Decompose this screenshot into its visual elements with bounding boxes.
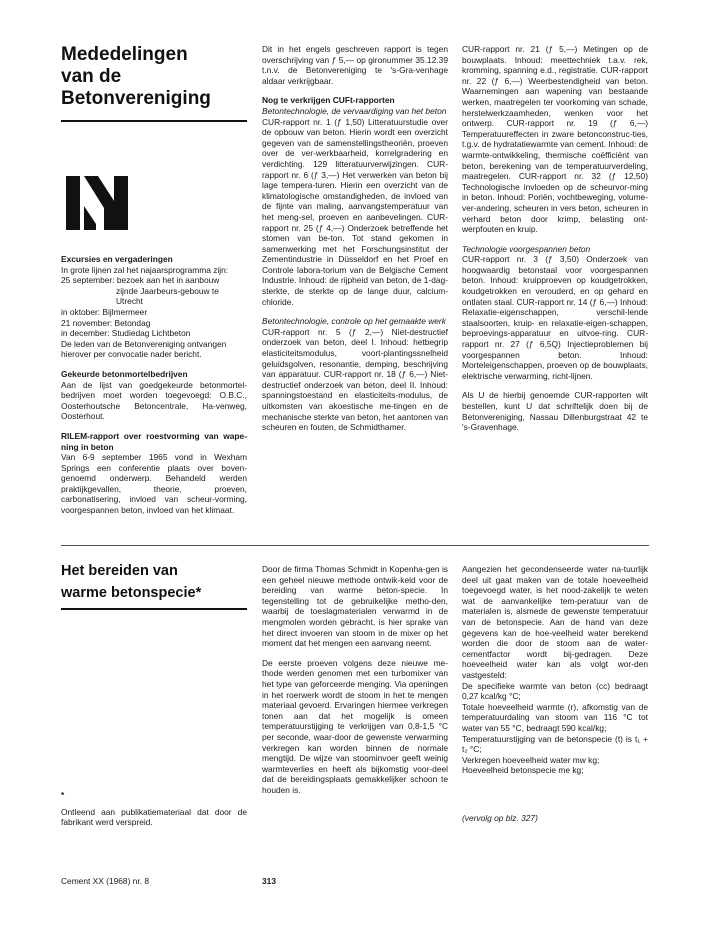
continued-note: (vervolg op blz. 327) <box>462 813 538 823</box>
excursies-line: In grote lijnen zal het najaarsprogramma zijn: <box>61 264 229 275</box>
section-divider <box>61 545 649 546</box>
article-col3 <box>462 564 648 776</box>
masthead-line-2: van de <box>61 66 122 87</box>
voorgesp-text: CUR-rapport nr. 3 (ƒ 3,50) Onderzoek van hoogwaardig betonstaal voor voorgespannen beton. Inhoud: kruipproeven op koudgetrokken, koudgetrokken en verouderd, en op gehard en ontlaten staal. CUR-rapport nr. 14 (ƒ 6,—) Inhoud: Relaxatie-eigenschappen, verschil-lende staalsoorten, kruip- en relaxatie-eigen-schappen, beproevings-apparatuur en uitvoe-ring. CUR-rapport nr. 27 (ƒ 6,5Q) Injectieproblemen bij voorgespannen beton. Inhoud: Morteleigenschappen, proeven op de bouwplaats, elektrische verwarming, richt-lijnen. <box>462 254 648 381</box>
col1-top <box>61 254 247 516</box>
nog-subhead: Betontechnologie, de vervaardiging van het beton <box>262 105 447 116</box>
excursies-line: 25 september: bezoek aan het in aanbouw <box>61 275 220 286</box>
article-paragraph: Aangezien het gecondenseerde water na-tuurlijk deel uit gaat maken van de totale hoeveelheid toegevoegd water, is het nood-zakelijk te weten wat de aanvankelijke tem-peratuur van de materialen is, alsmede de gewenste temperatuur van de betonspecie. Aan de hand van deze gegevens kan de hoe-veelheid water berekend worden die door de stoom aan de water-cementfactor wordt bij-gedragen. Deze hoeveelheid water kan als volgt wor-den vastgesteld: <box>462 564 648 680</box>
article-title-block <box>61 560 247 604</box>
article-title-line-2: warme betonspecie* <box>61 585 202 601</box>
formula-line: De specifieke warmte van beton (cc) bedraagt 0,27 kcal/kg °C; <box>462 680 648 702</box>
excursies-line: zijnde Jaarbeurs-gebouw te <box>116 285 219 296</box>
formula-line: Hoeveelheid betonspecie me kg; <box>462 765 584 776</box>
col2-top <box>262 44 448 433</box>
gekeurde-text: Aan de lijst van goedgekeurde betonmortel-bedrijven moet worden toegevoegd: O.B.C., Oosterhoutsche Betoncentrale, Ha-venweg, Oosterhout. <box>61 379 247 422</box>
page-number: 313 <box>262 876 276 886</box>
footnote-mark: * <box>61 790 65 800</box>
gekeurde-heading: Gekeurde betonmortelbedrijven <box>61 368 188 379</box>
excursies-line: in december: Studiedag Lichtbeton <box>61 328 191 339</box>
formula-line: Totale hoeveelheid warmte (r), afkomstig van de temperatuurdaling van stoom van 116 °C tot water van 55 °C, bedraagt 590 kcal/kg; <box>462 701 648 733</box>
formula-line: Temperatuurstijging van de betonspecie (t) is t₁ + t₂ °C; <box>462 733 648 755</box>
masthead <box>61 44 247 110</box>
excursies-line: 21 november: Betondag <box>61 317 151 328</box>
controle-subhead: Betontechnologie, controle op het gemaakte werk <box>262 316 446 327</box>
rilem-text: Van 6-9 september 1965 vond in Wexham Springs een conferentie plaats over boven-genoemd onderwerp. Behandeld werden praktijkgevallen, theorie, proeven, carbonatisering, invloed van scheur-vorming, voorgespannen beton, invloed van het klimaat. <box>61 452 247 516</box>
formula-line: Verkregen hoeveelheid water mw kg; <box>462 754 600 765</box>
excursies-line: Utrecht <box>116 296 143 307</box>
rilem-heading: RILEM-rapport over roestvorming van wape-ning in beton <box>61 430 247 452</box>
journal-reference: Cement XX (1968) nr. 8 <box>61 876 149 886</box>
rapport-intro: Dit in het engels geschreven rapport is tegen overschrijving van ƒ 5,— op gironummer 35.12.39 t.n.v. de Betonvereniging te 's-Gra-venhage aldaar verkrijgbaar. <box>262 44 448 86</box>
masthead-rule <box>61 120 247 122</box>
controle-text: CUR-rapport nr. 5 (ƒ 2,—) Niet-destructief onderzoek van beton, deel I. Inhoud: hetbegrip elasticiteitsmodulus, voort-plantingssnelheid geluidsgolven, resonantie, demping, beschrijving van apparatuur. CUR-rapport nr. 18 (ƒ 6,—) Niet-destructief onderzoek van beton, deel II. Inhoud: spanningstoestand en elasticiteits-modulus, de uitkomsten van akoestische me-tingen en de mechanische sterkte van beton, het aantonen van scheuren en fouten, de Schmidthamer. <box>262 326 448 433</box>
col3-top <box>462 44 648 433</box>
closing-text: Als U de hierbij genoemde CUR-rapporten wilt bestellen, kunt U dat schriftelijk doen bij de Betonvereniging, Nassau Dillenburgstraat 42 te 's-Gravenhage. <box>462 390 648 433</box>
nog-heading: Nog te verkrijgen CUFt-rapporten <box>262 95 395 106</box>
masthead-line-3: Betonvereniging <box>61 88 211 109</box>
excursies-line: hierover per convocatie nader bericht. <box>61 349 202 360</box>
article-col2 <box>262 564 448 795</box>
nog-text: CUR-rapport nr. 1 (ƒ 1,50) Litteratuurstudie over de opbouw van beton. Hierin wordt een overzicht gegeven van de samenstellingstheoriën, proeven over de ver-werkbaarheid, korrelgradering en verdichting. 129 litteratuurverwijzingen. CUR-rapport nr. 6 (ƒ 3,—) Het verwerken van beton bij lage tempera-turen. Hierin een overzicht van de klimatologische omstandigheden, de invloed van de fijnte van maling, aanvangstemperatuur van het meng-sel, proeven en aanbevelingen. CUR-rapport nr. 25 (ƒ 4,—) Onderzoek betreffende het stomen van be-ton. Tot stand gekomen in samenwerking met het Forschungsinstitut der Zementindustrie in Düsseldorf en het Proef en Controle labora-torium van de Belgische Cement Industrie. Inhoud: de rijpheid van beton, de 1-dag-sterkte, de sterkte op de lange duur, calcium-chloride. <box>262 116 448 307</box>
article-paragraph: Door de firma Thomas Schmidt in Kopenha-gen is een geheel nieuwe methode ontwik-keld voor de bereiding van warme beton-specie. In tegenstelling tot de gebruikelijke metho-den, waarbij de toeslagmaterialen verwarmd in de mengmolen worden gebracht, is hier sprake van het direct invoeren van stoom in de mixer op het moment dat het mengen een aanvang neemt. <box>262 564 448 649</box>
article-title-line-1: Het bereiden van <box>61 563 178 579</box>
article-title-rule <box>61 608 247 610</box>
excursies-line: in oktober: Bijlmermeer <box>61 306 148 317</box>
excursies-heading: Excursies en vergaderingen <box>61 254 173 264</box>
footnote <box>61 790 247 828</box>
footnote-text: Ontleend aan publikatiemateriaal dat door de fabrikant werd verspreid. <box>61 806 247 828</box>
excursies-line: De leden van de Betonvereniging ontvangen <box>61 338 227 349</box>
article-paragraph: De eerste proeven volgens deze nieuwe me-thode werden genomen met een turbomixer van het type van geforceerde menging. Via openingen in het roerwerk wordt de stoom in het te mengen materiaal gevoerd. Ervaringen hiermee verkregen tonen aan dat het mogelijk is omeen temperatuurstijging te verkrijgen van 0,8-1,5 °C per seconde, waar-door de gewenste verwarming verkregen kan worden binnen de normale mengtijd. De wijze van stoominvoer geeft weinig warmteverlies en heeft als bijkomstig voor-deel dat de bereidingsplaats gemakkelijker schoon te houden is. <box>262 657 448 795</box>
col3-text: CUR-rapport nr. 21 (ƒ 5,—) Metingen op de bouwplaats. Inhoud: meettechniek t.a.v. rek, kromming, spanning e.d., registratie. CUR-rapport nr. 22 (ƒ 6,—) Weerbestendigheid van beton. Waarnemingen aan wapening van bestaande werken, maatregelen ter voorkoming van schade, herstelwerkzaamheden, wenken voor het ontwerp. CUR-rapport nr. 19 (ƒ 6,—) Temperatuureffecten in zware betonconstruc-ties, t.g.v. de hydratatiewarmte van cement. Inhoud: de warmte-ontwikkeling, thermische coëfficiënt van beton, berekening van de temperatuurverdeling, maatregelen. CUR-rapport nr. 32 (ƒ 12,50) Technologische invloeden op de scheurvor-ming in beton. Inhoud: Poriën, vochtbeweging, volume-ver-andering, scheuren in vers beton, scheuren in verhard beton door krimp, belasting ont-werpfouten en kruip. <box>462 44 648 235</box>
voorgesp-subhead: Technologie voorgespannen beton <box>462 243 591 254</box>
betonvereniging-logo <box>66 176 128 230</box>
masthead-line-1: Mededelingen <box>61 44 188 65</box>
